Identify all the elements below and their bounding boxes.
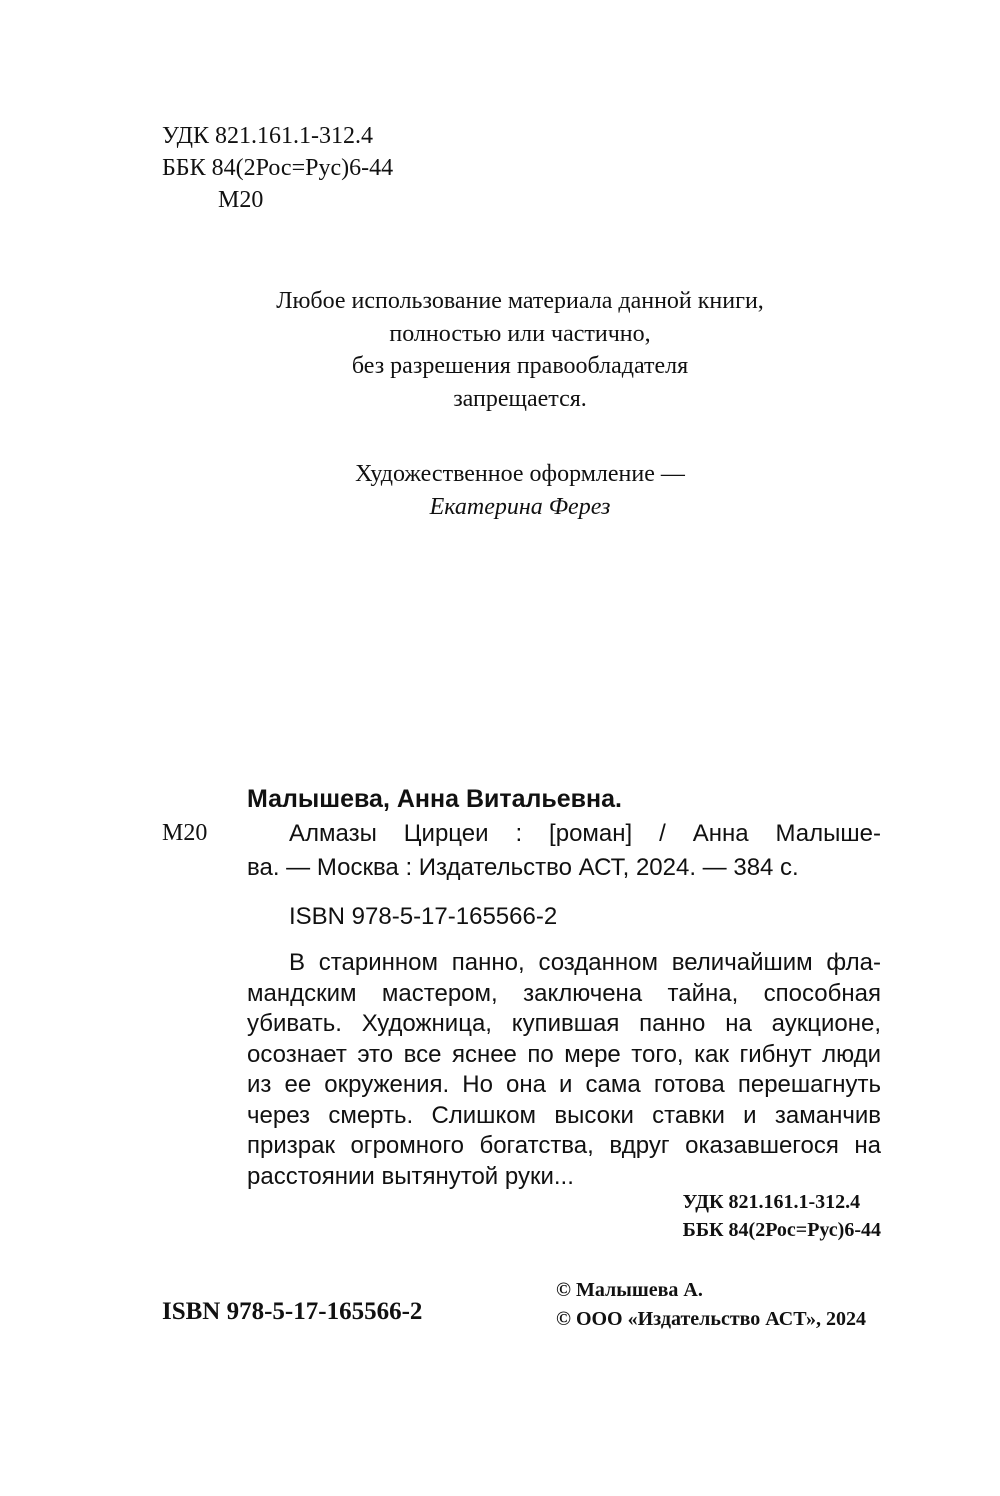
annotation-line: мандским мастером, заключена тайна, способная <box>247 979 881 1007</box>
book-annotation <box>247 948 881 1192</box>
credits-role: Художественное оформление — <box>355 461 685 487</box>
catalog-author-mark: М20 <box>162 820 208 846</box>
notice-line: запрещается. <box>453 385 587 412</box>
notice-line: полностью или частично, <box>389 320 651 347</box>
bbk-code: ББК 84(2Рос=Рус)6-44 <box>162 155 394 181</box>
annotation-line: осознает это все яснее по мере того, как гибнут люди <box>247 1040 881 1068</box>
copyright-publisher: © ООО «Издательство АСТ», 2024 <box>556 1308 867 1330</box>
copyright-block <box>556 1276 866 1334</box>
catalog-entry-line: Алмазы Цирцеи : [роман] / Анна Малыше- <box>289 820 881 847</box>
copyright-author: © Малышева А. <box>556 1279 703 1301</box>
bottom-classification-codes <box>683 1188 881 1244</box>
udk-code: УДК 821.161.1-312.4 <box>162 123 373 149</box>
catalog-author-heading: Малышева, Анна Витальевна. <box>247 785 622 813</box>
annotation-line: убивать. Художница, купившая панно на аукционе, <box>247 1010 881 1037</box>
bottom-bbk-code: ББК 84(2Рос=Рус)6-44 <box>682 1219 881 1241</box>
author-mark: М20 <box>218 187 264 213</box>
annotation-line: призрак огромного богатства, вдруг оказавшегося на <box>247 1132 881 1159</box>
design-credits <box>0 458 1000 524</box>
notice-line: без разрешения правообладателя <box>351 353 689 379</box>
copyright-notice <box>0 285 1000 415</box>
annotation-line: через смерть. Слишком высоки ставки и заманчив <box>247 1101 881 1129</box>
catalog-entry-line: ва. — Москва : Издательство АСТ, 2024. — 384 с. <box>247 854 799 881</box>
top-classification-codes <box>162 120 393 216</box>
notice-line: Любое использование материала данной книги, <box>276 288 764 314</box>
credits-name: Екатерина Ферез <box>429 494 611 520</box>
annotation-line: В старинном панно, созданном величайшим фла- <box>289 949 881 976</box>
catalog-isbn: ISBN 978-5-17-165566-2 <box>289 903 558 930</box>
annotation-line: расстоянии вытянутой руки... <box>247 1162 574 1190</box>
annotation-line: из ее окружения. Но она и сама готова перешагнуть <box>247 1071 881 1098</box>
catalog-entry <box>247 817 881 885</box>
bottom-isbn: ISBN 978-5-17-165566-2 <box>162 1298 423 1325</box>
bottom-udk-code: УДК 821.161.1-312.4 <box>682 1191 861 1213</box>
